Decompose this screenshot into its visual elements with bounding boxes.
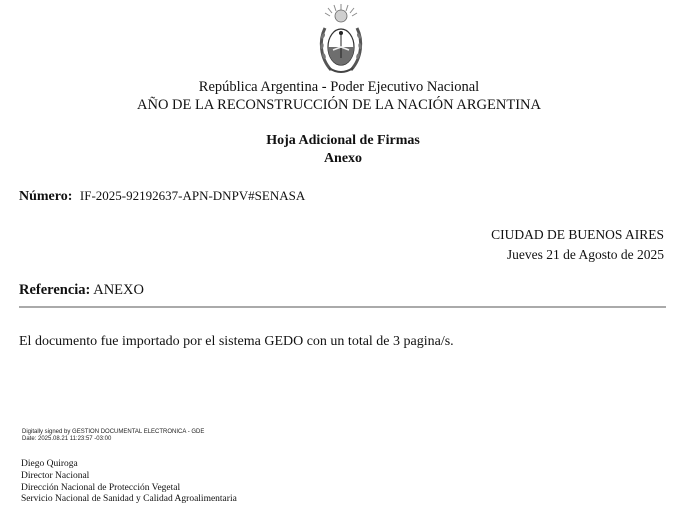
document-date: Jueves 21 de Agosto de 2025 xyxy=(506,247,664,262)
header-year-motto: AÑO DE LA RECONSTRUCCIÓN DE LA NACIÓN ARGENTINA xyxy=(137,97,541,113)
digital-signature-signer: Digitally signed by GESTION DOCUMENTAL ELECTRONICA - GDE xyxy=(22,429,205,435)
horizontal-divider xyxy=(19,306,666,308)
document-reference xyxy=(19,282,144,299)
signer-office: Dirección Nacional de Protección Vegetal xyxy=(21,483,181,493)
document-number-value: IF-2025-92192637-APN-DNPV#SENASA xyxy=(79,188,306,203)
signer-organization: Servicio Nacional de Sanidad y Calidad Agroalimentaria xyxy=(21,494,237,504)
reference-label: Referencia: xyxy=(19,282,91,298)
reference-value: ANEXO xyxy=(93,282,144,298)
document-number xyxy=(19,187,305,205)
document-city: CIUDAD DE BUENOS AIRES xyxy=(491,227,664,242)
document-number-label: Número: xyxy=(19,189,73,204)
document-subtitle: Anexo xyxy=(323,151,363,166)
argentine-coat-of-arms-icon xyxy=(315,2,367,78)
header-government-line: República Argentina - Poder Ejecutivo Nacional xyxy=(198,79,480,95)
digital-signature-date: Date: 2025.08.21 11:23:57 -03:00 xyxy=(22,436,112,442)
signer-name: Diego Quiroga xyxy=(21,459,78,469)
document-body-text: El documento fue importado por el sistema GEDO con un total de 3 pagina/s. xyxy=(19,334,454,349)
document-title: Hoja Adicional de Firmas xyxy=(266,133,420,148)
signer-role: Director Nacional xyxy=(21,471,90,481)
